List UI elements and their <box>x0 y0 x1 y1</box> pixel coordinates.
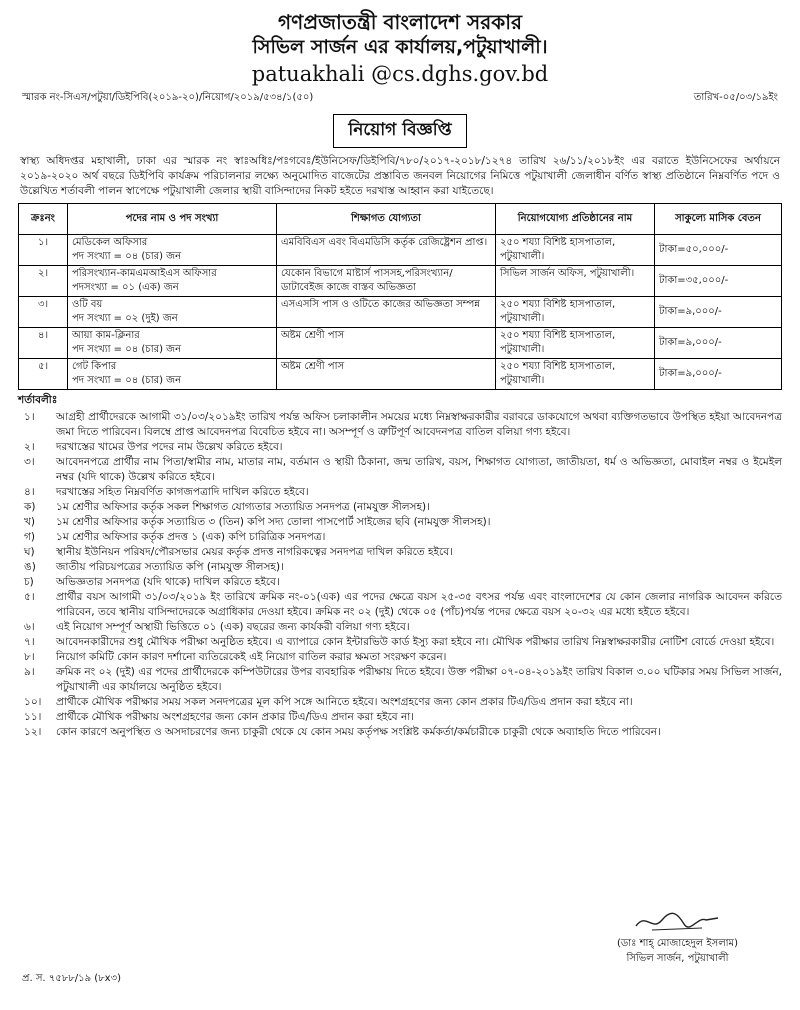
condition-number: ১০। <box>24 696 42 708</box>
signatory-designation: সিভিল সার্জন, পটুয়াখালী <box>626 953 729 964</box>
condition-number: ৯। <box>24 666 35 678</box>
condition-text: স্থানীয় ইউনিয়ন পরিষদ/পৌরসভার মেয়র কর্তৃক প্রদত্ত নাগরিকত্বের সনদপত্র দাখিল করিতে হইবে। <box>56 546 453 558</box>
col-institution: নিয়োগযোগ্য প্রতিষ্ঠানের নাম <box>496 204 655 235</box>
condition-number: ৬। <box>24 621 35 633</box>
col-salary: সাকুল্যে মাসিক বেতন <box>655 204 782 235</box>
memo-number: স্মারক নং-সিএস/পটুয়া/ডিইপিবি(২০১৯-২০)/নিয়োগ/২০১৯/৫৩৪/১(৫০) <box>22 92 314 103</box>
reference-row <box>18 90 782 106</box>
condition-number: ৭। <box>24 636 35 648</box>
condition-text: ১ম শ্রেণীর অফিসার কর্তৃক প্রদত্ত ১ (এক) কপি চারিত্রিক সনদপত্র। <box>56 531 326 543</box>
row-post <box>68 359 277 390</box>
condition-text: দরখাস্তের খামের উপর পদের নাম উল্লেখ করিতে হইবে। <box>56 441 283 453</box>
condition-number: খ) <box>24 516 35 528</box>
condition-text: ১ম শ্রেণীর অফিসার কর্তৃক সত্যায়িত ৩ (তিন) কপি সদ্য তোলা পাসপোর্ট সাইজের ছবি (নামযুক্ত সীলসহ)। <box>56 516 491 528</box>
notice-title: নিয়োগ বিজ্ঞপ্তি <box>333 114 466 148</box>
table-row <box>19 328 782 359</box>
post-count: পদ সংখ্যা = ০৪ (চার) জন <box>72 251 182 262</box>
intro-paragraph: স্বাস্থ্য অধিদপ্তর মহাখালী, ঢাকা এর স্মারক নং স্বাঃঅধিঃ/পঃগবেঃ/ইউনিসেফ/ডিইপিবি/৭৮০/২০১৭-২০১৮/১২৭৪ তারিখ ২৬/১১/২০১৮ইং এর বরাতে ইউনিসেফের অর্থায়নে ২০১৯-২০২০ অর্থ বছরে ডিইপিবি কার্যক্রম পরিচালনার লক্ষ্যে অনুমোদিত বাজেটের প্রস্তাবিত জনবল নিয়োগের নিমিত্তে পটুয়াখালী জেলাধীন বর্ণিত স্বাস্থ্য প্রতিষ্ঠানে নিম্নবর্ণিত পদে ও উল্লেখিত শর্তাবলী পালন স্বাপেক্ষে পটুয়াখালী জেলার স্থায়ী বাসিন্দাদের নিকট হইতে দরখাস্ত আহ্বান করা যাইতেছে। <box>20 155 780 197</box>
press-code: প্র. স. ৭৫৮৮/১৯ (৮x৩) <box>22 973 121 984</box>
row-serial: ১। <box>19 235 68 266</box>
signature-block <box>617 908 738 966</box>
table-header-row <box>19 204 782 235</box>
row-qualification: এসএসসি পাস ও ওটিতে কাজের অভিজ্ঞতা সম্পন্ন <box>277 297 496 328</box>
condition-text: প্রার্থীকে মৌখিক পরীক্ষার সময় সকল সনদপত্রের মূল কপি সঙ্গে আনিতে হইবে। অংশগ্রহণের জন্য কোন প্রকার টিএ/ডিএ প্রদান করা হইবে না। <box>56 696 633 708</box>
condition-text: নিয়োগ কমিটি কোন কারণ দর্শানো ব্যতিরেকেই এই নিয়োগ বাতিল করার ক্ষমতা সংরক্ষণ করেন। <box>56 651 447 663</box>
post-count: পদ সংখ্যা = ০৪ (চার) জন <box>72 375 182 386</box>
condition-text: দরখাস্তের সহিত নিম্নবর্ণিত কাগজপত্রাদি দাখিল করিতে হইবে। <box>56 486 309 498</box>
condition-item <box>18 650 782 665</box>
condition-number: ৩। <box>24 456 35 468</box>
row-salary: টাকা=৯,০০০/- <box>655 328 782 359</box>
table-row <box>19 266 782 297</box>
row-serial: ৫। <box>19 359 68 390</box>
row-qualification: অষ্টম শ্রেণী পাস <box>277 328 496 359</box>
condition-item <box>18 485 782 500</box>
signature-scribble <box>632 908 722 934</box>
condition-text: আবেদনকারীদের শুধু মৌখিক পরীক্ষা অনুষ্ঠিত হইবে। এ ব্যাপারে কোন ইন্টারভিউ কার্ড ইস্যু করা হইবে না। মৌখিক পরীক্ষার তারিখ নিম্নস্বাক্ষরকারীর নোটিশ বোর্ডে দেওয়া হইবে। <box>56 636 775 648</box>
condition-text: এই নিয়োগ সম্পূর্ণ অস্থায়ী ভিত্তিতে ০১ (এক) বছরের জন্য কার্যকরী বলিয়া গণ্য হইবে। <box>56 621 410 633</box>
condition-number: ৫। <box>24 591 35 603</box>
col-serial: ক্রঃনং <box>19 204 68 235</box>
govt-title: গণপ্রজাতন্ত্রী বাংলাদেশ সরকার <box>278 10 522 34</box>
memo-date: তারিখ-০৫/০৩/১৯ইং <box>693 92 778 103</box>
conditions-title: শর্তাবলীঃ <box>18 394 58 406</box>
condition-item <box>18 725 782 740</box>
condition-item <box>18 500 782 515</box>
row-serial: ৪। <box>19 328 68 359</box>
row-qualification: এমবিবিএস এবং বিএমডিসি কর্তৃক রেজিষ্ট্রেশন প্রাপ্ত। <box>277 235 496 266</box>
post-name: মেডিকেল অফিসার <box>72 237 148 248</box>
condition-number: ১২। <box>24 726 42 738</box>
condition-item <box>18 710 782 725</box>
post-name: আয়া কাম-ক্লিনার <box>72 330 140 341</box>
condition-number: ১১। <box>24 711 42 723</box>
condition-text: অভিজ্ঞতার সনদপত্র (যদি থাকে) দাখিল করিতে হইবে। <box>56 576 280 588</box>
condition-item <box>18 560 782 575</box>
signatory-name: (ডাঃ শাহ্ মোজাহেদুল ইসলাম) <box>616 938 738 949</box>
condition-item <box>18 665 782 695</box>
row-serial: ২। <box>19 266 68 297</box>
condition-item <box>18 620 782 635</box>
office-title: সিভিল সার্জন এর কার্যালয়,পটুয়াখালী। <box>252 36 548 58</box>
row-institution: ২৫০ শয্যা বিশিষ্ট হাসপাতাল, পটুয়াখালী। <box>496 297 655 328</box>
notice-page <box>0 10 800 1010</box>
row-salary: টাকা=৩৫,০০০/- <box>655 266 782 297</box>
notice-title-box <box>18 114 782 148</box>
condition-item <box>18 575 782 590</box>
condition-text: আগ্রহী প্রার্থীদেরকে আগামী ৩১/০৩/২০১৯ইং তারিখ পর্যন্ত অফিস চলাকালীন সময়ের মধ্যে নিম্নস্বাক্ষরকারীর বরাবরে ডাকযোগে অথবা ব্যক্তিগতভাবে উপস্থিত হইয়া আবেদনপত্র জমা দিতে পারিবেন। বিলম্বে প্রাপ্ত আবেদনপত্র বিবেচিত হইবে না। অসম্পূর্ণ ও ত্রুটিপূর্ণ আবেদনপত্র বাতিল বলিয়া গণ্য হইবে। <box>56 411 782 438</box>
condition-text: কোন কারণে অনুপস্থিত ও অসদাচরণের জন্য চাকুরী থেকে যে কোন সময় কর্তৃপক্ষ সংশ্লিষ্ট কর্মকর্তা/কর্মচারীকে চাকুরী থেকে অব্যাহতি দিতে পারিবেন। <box>56 726 661 738</box>
table-row <box>19 359 782 390</box>
row-institution: ২৫০ শয্যা বিশিষ্ট হাসপাতাল, পটুয়াখালী। <box>496 235 655 266</box>
condition-item <box>18 590 782 620</box>
condition-text: প্রার্থীর বয়স আগামী ৩১/০৩/২০১৯ ইং তারিখে ক্রমিক নং-০১(এক) এর পদের ক্ষেত্রে বয়স ২৫-৩৫ বৎসর পর্যন্ত এবং বাংলাদেশের যে কোন জেলার নাগরিক আবেদন করিতে পারিবেন, তবে স্থানীয় বাসিন্দাদেরকে অগ্রাধিকার দেওয়া হইবে। ক্রমিক নং ০২ (দুই) থেকে ০৫ (পাঁচ)পর্যন্ত পদের ক্ষেত্রে বয়স ২০-৩২ এর মধ্যে হইতে হইবে। <box>56 591 782 618</box>
condition-number: ক) <box>24 501 36 513</box>
conditions-list <box>18 410 782 740</box>
post-name: গেট কিপার <box>72 361 117 372</box>
post-count: পদ সংখ্যা = ০৪ (চার) জন <box>72 344 182 355</box>
table-row <box>19 235 782 266</box>
col-qualification: শিক্ষাগত যোগ্যতা <box>277 204 496 235</box>
post-count: পদসংখ্যা = ০১ (এক) জন <box>72 282 179 293</box>
row-institution: ২৫০ শয্যা বিশিষ্ট হাসপাতাল, পটুয়াখালী। <box>496 359 655 390</box>
condition-number: গ) <box>24 531 35 543</box>
row-qualification: অষ্টম শ্রেণী পাস <box>277 359 496 390</box>
condition-item <box>18 695 782 710</box>
row-serial: ৩। <box>19 297 68 328</box>
post-name: পরিসংখ্যান-কামএমআইএস অফিসার <box>72 268 217 279</box>
condition-item <box>18 635 782 650</box>
condition-text: আবেদনপত্রে প্রার্থীর নাম পিতা/স্বামীর নাম, মাতার নাম, বর্তমান ও স্থায়ী ঠিকানা, জন্ম তারিখ, বয়স, শিক্ষাগত যোগ্যতা, জাতীয়তা, ধর্ম ও অভিজ্ঞতা, মোবাইল নম্বর ও ইমেইল নম্বর (যদি থাকে) উল্লেখ করিতে হইবে। <box>56 456 782 483</box>
row-post <box>68 235 277 266</box>
condition-item <box>18 410 782 440</box>
condition-item <box>18 530 782 545</box>
row-post <box>68 266 277 297</box>
table-row <box>19 297 782 328</box>
condition-number: চ) <box>24 576 34 588</box>
row-institution: ২৫০ শয্যা বিশিষ্ট হাসপাতাল, পটুয়াখালী। <box>496 328 655 359</box>
row-salary: টাকা=৯,০০০/- <box>655 359 782 390</box>
condition-number: ১। <box>24 411 35 423</box>
condition-item <box>18 440 782 455</box>
condition-text: ১ম শ্রেণীর অফিসার কর্তৃক সকল শিক্ষাগত যোগ্যতার সত্যায়িত সনদপত্র (নামযুক্ত সীলসহ)। <box>56 501 430 513</box>
post-count: পদ সংখ্যা = ০২ (দুই) জন <box>72 313 178 324</box>
condition-item <box>18 545 782 560</box>
row-salary: টাকা=৯,০০০/- <box>655 297 782 328</box>
condition-item <box>18 455 782 485</box>
row-post <box>68 297 277 328</box>
condition-number: ২। <box>24 441 35 453</box>
row-post <box>68 328 277 359</box>
col-post: পদের নাম ও পদ সংখ্যা <box>68 204 277 235</box>
condition-number: ঙ) <box>24 561 36 573</box>
condition-number: ৮। <box>24 651 35 663</box>
condition-item <box>18 515 782 530</box>
row-qualification: যেকোন বিভাগে মাষ্টার্স পাসসহ,পরিসংখ্যান/ডাটাবেইজ কাজে বাস্তব অভিজ্ঞতা <box>277 266 496 297</box>
condition-number: ৪। <box>24 486 35 498</box>
condition-text: ক্রমিক নং ০২ (দুই) এর পদের প্রার্থীদেরকে কম্পিউটারের উপর ব্যবহারিক পরীক্ষায় দিতে হইবে। উক্ত পরীক্ষা ০৭-০৪-২০১৯ইং তারিখ বিকাল ৩.০০ ঘটিকার সময় সিভিল সার্জন, পটুয়াখালী এর কার্যালয়ে অনুষ্ঠিত হইবে। <box>56 666 782 693</box>
condition-text: প্রার্থীকে মৌখিক পরীক্ষায় অংশগ্রহণের জন্য কোন প্রকার টিএ/ডিএ প্রদান করা হইবে না। <box>56 711 415 723</box>
condition-text: জাতীয় পরিচয়পত্রের সত্যায়িত কপি (নামযুক্ত সীলসহ)। <box>56 561 284 573</box>
row-salary: টাকা=৫০,০০০/- <box>655 235 782 266</box>
row-institution: সিভিল সার্জন অফিস, পটুয়াখালী। <box>496 266 655 297</box>
office-email: patuakhali @cs.dghs.gov.bd <box>251 62 549 86</box>
posts-table <box>18 203 782 390</box>
post-name: ওটি বয় <box>72 299 103 310</box>
condition-number: ঘ) <box>24 546 35 558</box>
